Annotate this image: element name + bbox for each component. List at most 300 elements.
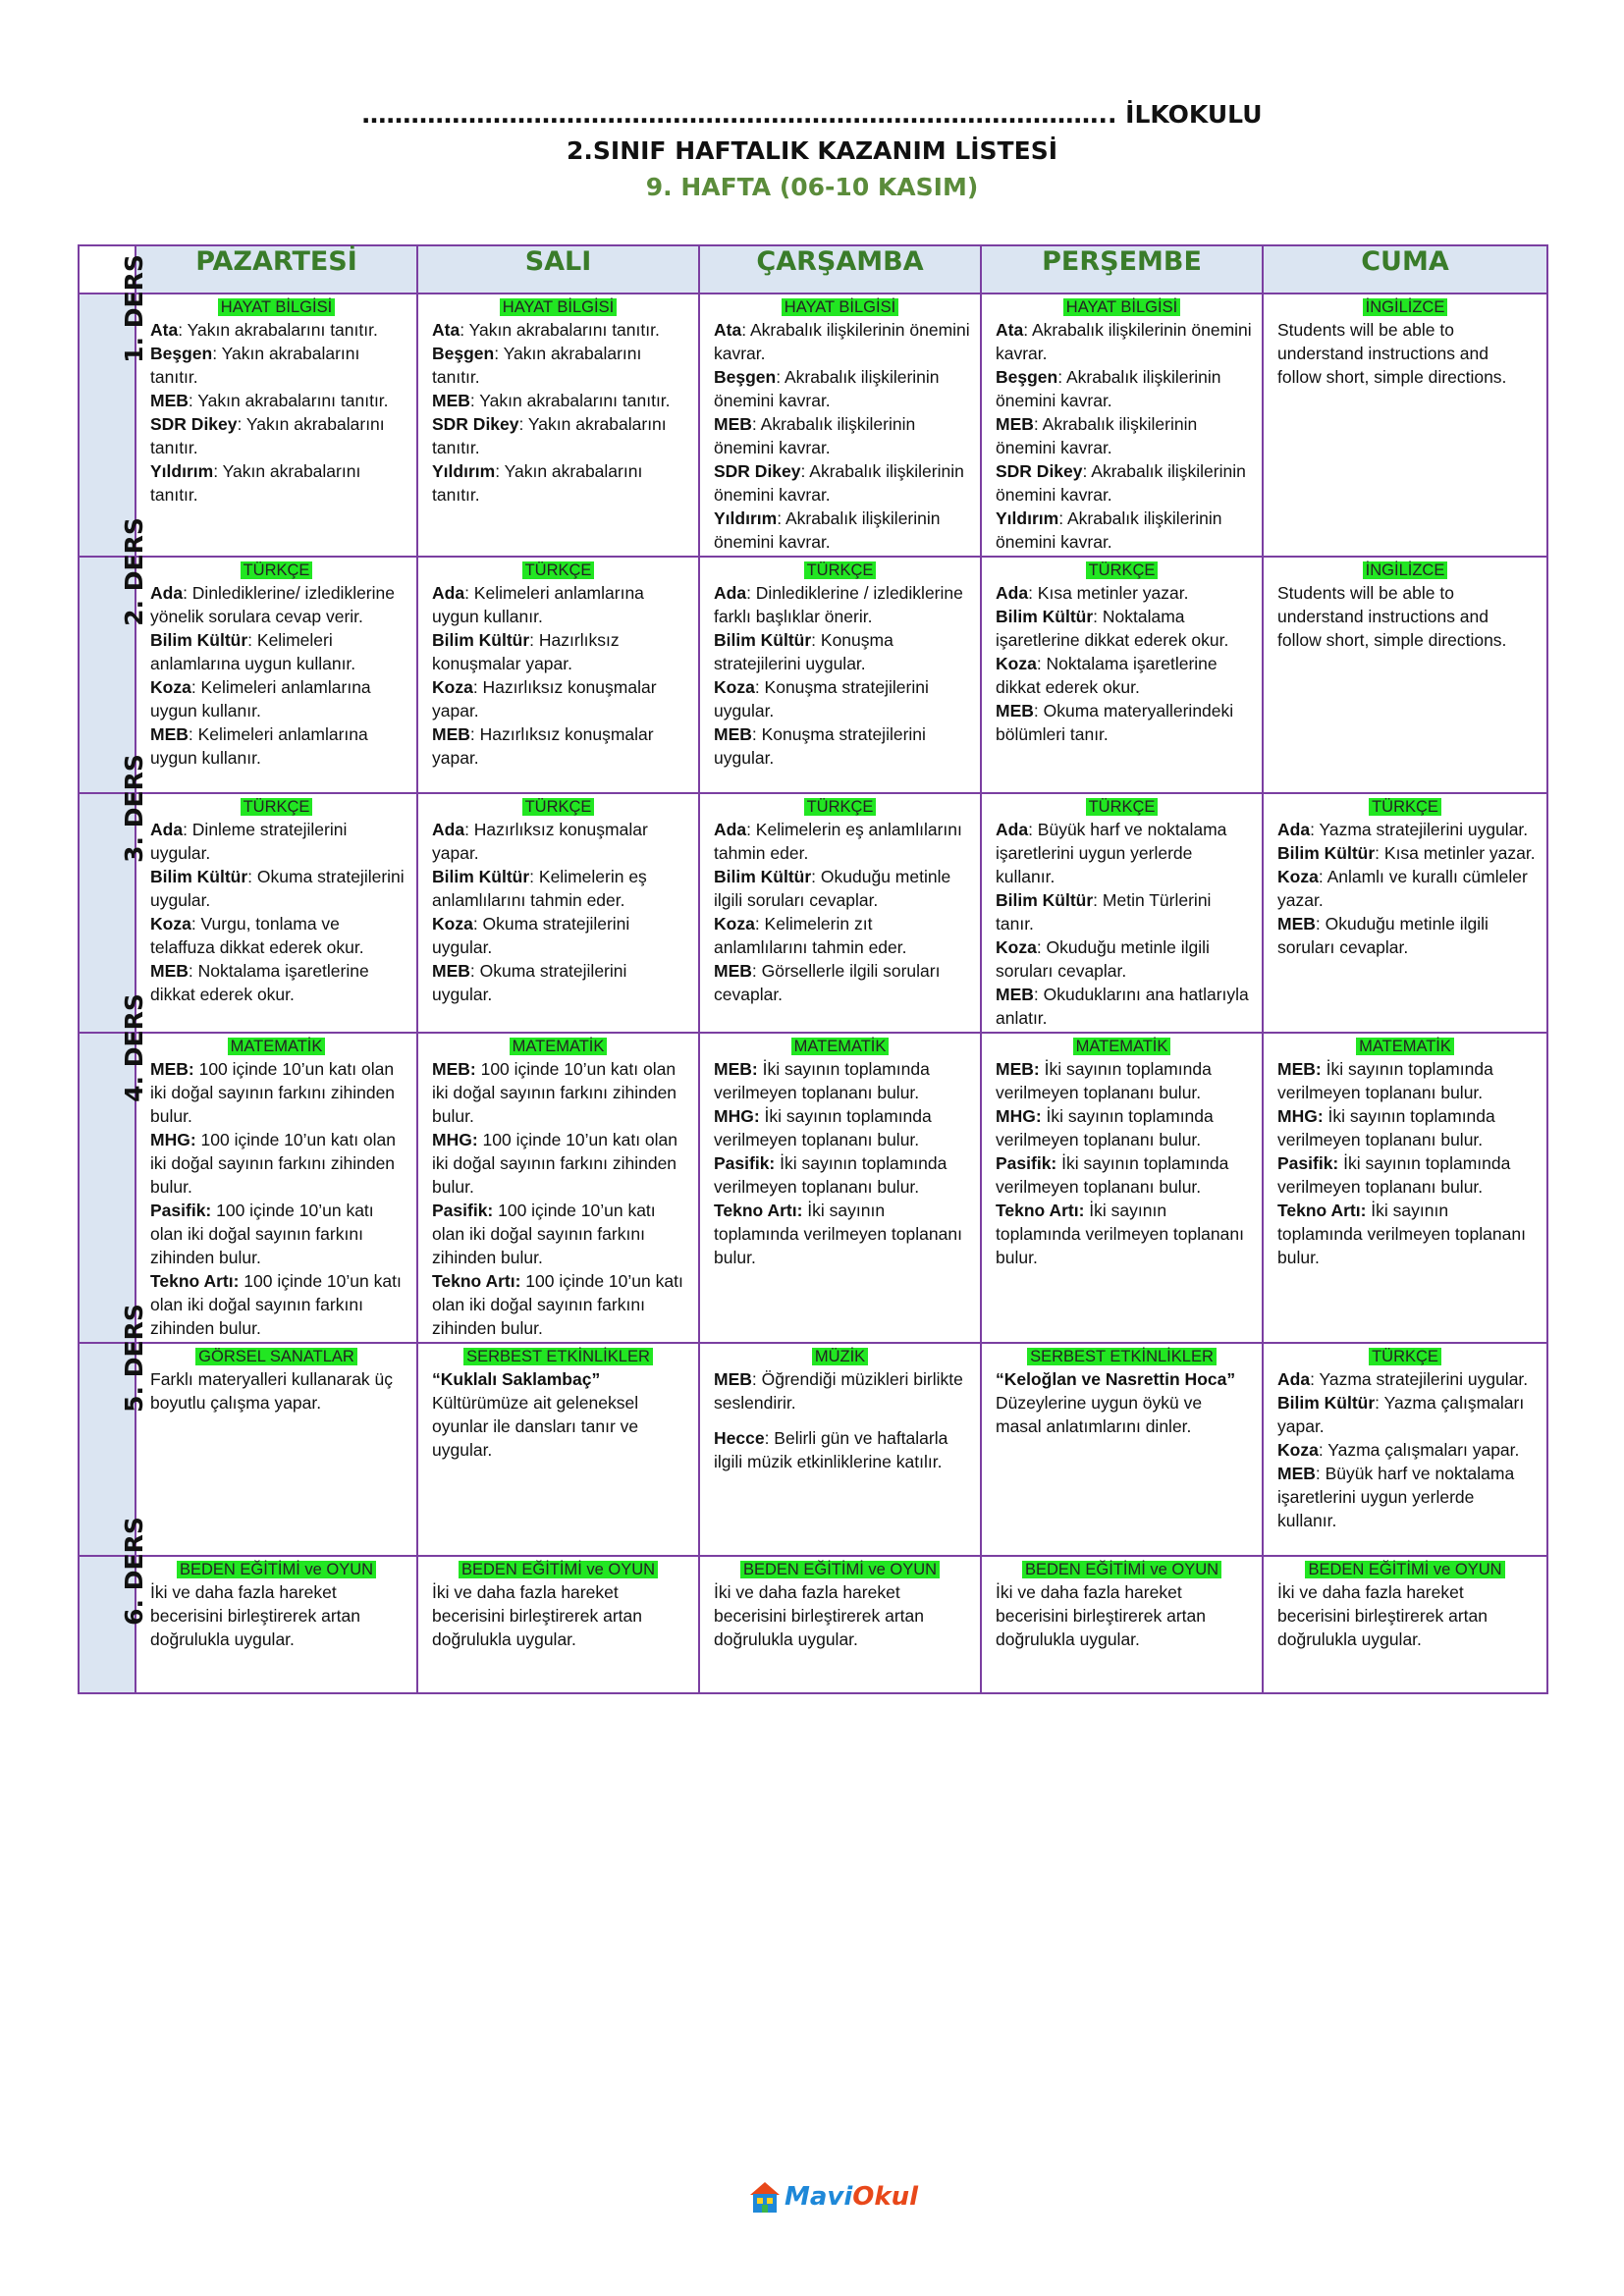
outcome-line xyxy=(714,675,970,722)
publisher-name: Koza xyxy=(150,677,191,697)
outcome-text: : Okuma stratejilerini uygular. xyxy=(432,914,630,957)
outcome-line xyxy=(996,318,1252,365)
outcome-text: : Kelimeleri anlamlarına uygun kullanır. xyxy=(150,677,371,721)
outcome-text: İki ve daha fazla hareket becerisini birleştirerek artan doğrulukla uygular. xyxy=(1277,1582,1488,1649)
outcome-text: : Okuduğu metinle ilgili soruları cevaplar. xyxy=(996,937,1210,981)
subject-wrap xyxy=(982,1034,1262,1057)
outcome-line xyxy=(714,1104,970,1151)
outcome-line xyxy=(714,959,970,1006)
plan-cell xyxy=(981,557,1263,793)
outcome-line xyxy=(150,959,406,1006)
publisher-name: MEB xyxy=(714,1369,752,1389)
publisher-name: MHG: xyxy=(996,1106,1042,1126)
outcome-line xyxy=(996,507,1252,554)
publisher-name: Pasifik: xyxy=(432,1201,494,1220)
plan-cell xyxy=(135,1556,417,1693)
outcome-text: : Akrabalık ilişkilerinin önemini kavrar. xyxy=(714,508,941,552)
outcome-line xyxy=(714,818,970,865)
outcome-line xyxy=(996,983,1252,1030)
outcome-line xyxy=(432,1057,688,1128)
plan-cell xyxy=(981,1556,1263,1693)
outcome-line xyxy=(1277,841,1537,865)
publisher-name: MHG: xyxy=(150,1130,196,1149)
plan-cell xyxy=(1263,1556,1547,1693)
publisher-name: Pasifik: xyxy=(714,1153,776,1173)
publisher-name: Koza xyxy=(714,677,755,697)
publisher-name: Tekno Artı: xyxy=(714,1201,803,1220)
publisher-name: Koza xyxy=(1277,1440,1319,1460)
cell-body xyxy=(136,1367,416,1416)
outcome-line xyxy=(432,1367,688,1391)
outcome-text: : Dinleme stratejilerini uygular. xyxy=(150,820,348,863)
subject-wrap xyxy=(700,1034,980,1057)
outcome-text: : Noktalama işaretlerine dikkat ederek okur. xyxy=(996,607,1229,650)
outcome-line xyxy=(432,342,688,389)
publisher-name: Pasifik: xyxy=(150,1201,212,1220)
outcome-text: : Kelimeleri anlamlarına uygun kullanır. xyxy=(432,583,644,626)
subject-wrap xyxy=(418,1034,698,1057)
outcome-line xyxy=(714,912,970,959)
publisher-name: Tekno Artı: xyxy=(1277,1201,1367,1220)
cell-body xyxy=(418,818,698,1008)
publisher-name: Yıldırım xyxy=(714,508,778,528)
outcome-text: : Kelimelerin eş anlamlılarını tahmin eder. xyxy=(432,867,647,910)
subject-label: BEDEN EĞİTİMİ ve OYUN xyxy=(177,1561,376,1578)
outcome-text: : Büyük harf ve noktalama işaretlerini uygun yerlerde kullanır. xyxy=(996,820,1227,886)
plan-cell xyxy=(981,294,1263,557)
cell-body xyxy=(418,1367,698,1464)
subject-wrap xyxy=(982,1557,1262,1580)
cell-body xyxy=(1264,1367,1546,1534)
subject-wrap xyxy=(1264,1557,1546,1580)
outcome-text: İki sayının toplamında verilmeyen toplananı bulur. xyxy=(1277,1201,1526,1267)
outcome-text: : Yakın akrabalarını tanıtır. xyxy=(460,320,660,340)
outcome-line xyxy=(996,935,1252,983)
subject-label: TÜRKÇE xyxy=(241,798,313,816)
publisher-name: Ata xyxy=(996,320,1024,340)
publisher-name: SDR Dikey xyxy=(432,414,519,434)
cell-body xyxy=(136,1057,416,1342)
outcome-line xyxy=(1277,318,1537,389)
subject-wrap xyxy=(982,794,1262,818)
outcome-text: : Yazma stratejilerini uygular. xyxy=(1310,1369,1529,1389)
lesson-label: 3. DERS xyxy=(119,754,148,863)
subject-label: SERBEST ETKİNLİKLER xyxy=(463,1348,653,1365)
outcome-line xyxy=(996,1367,1252,1391)
cell-body xyxy=(700,1367,980,1475)
outcome-line xyxy=(150,912,406,959)
week-title: 9. HAFTA (06-10 KASIM) xyxy=(645,173,979,201)
mavi-okul-logo xyxy=(748,2175,918,2218)
plan-cell xyxy=(135,294,417,557)
publisher-name: Ada xyxy=(150,820,184,839)
publisher-name: MEB xyxy=(996,985,1034,1004)
lesson-row xyxy=(79,793,1547,1033)
publisher-name: SDR Dikey xyxy=(714,461,801,481)
outcome-line xyxy=(996,1580,1252,1651)
outcome-line xyxy=(432,1580,688,1651)
publisher-name: MEB xyxy=(150,724,189,744)
outcome-line xyxy=(996,459,1252,507)
subject-wrap xyxy=(136,558,416,581)
subject-wrap xyxy=(1264,794,1546,818)
publisher-name: Tekno Artı: xyxy=(432,1271,521,1291)
outcome-text: Students will be able to understand instructions and follow short, simple directions. xyxy=(1277,320,1507,387)
subject-wrap xyxy=(136,294,416,318)
outcome-text: : Kelimeleri anlamlarına uygun kullanır. xyxy=(150,630,356,673)
outcome-line xyxy=(714,318,970,365)
outcome-line xyxy=(150,865,406,912)
outcome-line xyxy=(432,818,688,865)
outcome-line xyxy=(714,628,970,675)
outcome-text: 100 içinde 10’un katı olan iki doğal sayının farkını zihinden bulur. xyxy=(432,1271,683,1338)
outcome-text: İki sayının toplamında verilmeyen toplananı bulur. xyxy=(1277,1106,1495,1149)
outcome-text: : Okuma materyallerindeki bölümleri tanır. xyxy=(996,701,1234,744)
outcome-line xyxy=(1277,865,1537,912)
outcome-line xyxy=(150,459,406,507)
school-house-icon xyxy=(748,2179,782,2215)
logo-text xyxy=(785,2182,918,2212)
outcome-text: İki ve daha fazla hareket becerisini birleştirerek artan doğrulukla uygular. xyxy=(996,1582,1206,1649)
cell-body xyxy=(982,1367,1262,1440)
outcome-line xyxy=(996,699,1252,746)
subject-label: TÜRKÇE xyxy=(804,561,877,579)
outcome-line xyxy=(1277,1199,1537,1269)
outcome-text: : Akrabalık ilişkilerinin önemini kavrar. xyxy=(996,367,1221,410)
cell-body xyxy=(136,318,416,508)
day-header: PERŞEMBE xyxy=(981,245,1263,294)
subject-label: HAYAT BİLGİSİ xyxy=(218,298,335,316)
subject-label: BEDEN EĞİTİMİ ve OYUN xyxy=(1022,1561,1221,1578)
subject-label: TÜRKÇE xyxy=(1369,1348,1441,1365)
outcome-line xyxy=(432,722,688,770)
outcome-text: İki sayının toplamında verilmeyen toplananı bulur. xyxy=(1277,1153,1511,1197)
outcome-line xyxy=(150,581,406,628)
plan-cell xyxy=(135,1033,417,1343)
outcome-line xyxy=(1277,1104,1537,1151)
subject-wrap xyxy=(418,294,698,318)
subject-wrap xyxy=(700,1344,980,1367)
outcome-text: : Görsellerle ilgili soruları cevaplar. xyxy=(714,961,941,1004)
publisher-name: MEB: xyxy=(150,1059,194,1079)
outcome-text: : Okuduğu metinle ilgili soruları cevaplar. xyxy=(714,867,951,910)
subject-label: MATEMATİK xyxy=(228,1038,326,1055)
publisher-name: Bilim Kültür xyxy=(1277,843,1376,863)
plan-cell xyxy=(135,557,417,793)
plan-cell xyxy=(981,1033,1263,1343)
outcome-line xyxy=(150,818,406,865)
subject-label: TÜRKÇE xyxy=(1086,561,1159,579)
publisher-name: Yıldırım xyxy=(432,461,496,481)
plan-cell xyxy=(699,1033,981,1343)
outcome-text: 100 içinde 10’un katı olan iki doğal sayının farkını zihinden bulur. xyxy=(432,1201,656,1267)
outcome-text: 100 içinde 10’un katı olan iki doğal sayının farkını zihinden bulur. xyxy=(432,1059,677,1126)
outcome-line xyxy=(432,459,688,507)
spacer xyxy=(714,1415,970,1426)
cell-body xyxy=(418,581,698,772)
publisher-name: Ada xyxy=(996,583,1029,603)
page-title: 2.SINIF HAFTALIK KAZANIM LİSTESİ xyxy=(567,136,1057,165)
outcome-text: : Okuduğu metinle ilgili soruları cevaplar. xyxy=(1277,914,1489,957)
outcome-text: : Akrabalık ilişkilerinin önemini kavrar. xyxy=(996,320,1252,363)
publisher-name: MEB xyxy=(996,701,1034,721)
lesson-row xyxy=(79,1343,1547,1556)
publisher-name: Ada xyxy=(150,583,184,603)
cell-body xyxy=(700,1057,980,1271)
outcome-line xyxy=(996,1391,1252,1438)
subject-label: TÜRKÇE xyxy=(1086,798,1159,816)
day-header: CUMA xyxy=(1263,245,1547,294)
subject-label: MATEMATİK xyxy=(1073,1038,1171,1055)
publisher-name: Koza xyxy=(996,654,1037,673)
outcome-text: : Kelimelerin zıt anlamlılarını tahmin eder. xyxy=(714,914,907,957)
outcome-text: 100 içinde 10’un katı olan iki doğal sayının farkını zihinden bulur. xyxy=(150,1271,402,1338)
subject-label: TÜRKÇE xyxy=(1369,798,1441,816)
outcome-text: İki sayının toplamında verilmeyen toplananı bulur. xyxy=(1277,1059,1493,1102)
outcome-line xyxy=(432,865,688,912)
outcome-line xyxy=(996,412,1252,459)
outcome-line xyxy=(432,1128,688,1199)
outcome-line xyxy=(1277,1057,1537,1104)
outcome-line xyxy=(1277,912,1537,959)
publisher-name: MEB xyxy=(150,391,189,410)
cell-body xyxy=(1264,318,1546,391)
subject-wrap xyxy=(1264,294,1546,318)
outcome-line xyxy=(714,1426,970,1473)
outcome-text: : Okuma stratejilerini uygular. xyxy=(432,961,627,1004)
outcome-line xyxy=(150,342,406,389)
outcome-line xyxy=(1277,1391,1537,1438)
outcome-text: : Akrabalık ilişkilerinin önemini kavrar. xyxy=(996,461,1246,505)
outcome-line xyxy=(714,507,970,554)
outcome-text: : Yakın akrabalarını tanıtır. xyxy=(150,344,360,387)
cell-body xyxy=(1264,818,1546,961)
outcome-text: İki sayının toplamında verilmeyen toplananı bulur. xyxy=(996,1106,1214,1149)
publisher-name: MHG: xyxy=(1277,1106,1324,1126)
publisher-name: Koza xyxy=(1277,867,1319,886)
publisher-name: Bilim Kültür xyxy=(150,630,248,650)
publisher-name: Koza xyxy=(996,937,1037,957)
lesson-label-cell xyxy=(79,993,148,1343)
plan-cell xyxy=(699,557,981,793)
cell-body xyxy=(700,818,980,1008)
publisher-name: Ada xyxy=(996,820,1029,839)
plan-cell xyxy=(1263,793,1547,1033)
cell-body xyxy=(982,581,1262,748)
outcome-text: : Konuşma stratejilerini uygular. xyxy=(714,677,929,721)
outcome-line xyxy=(150,412,406,459)
publisher-name: Ada xyxy=(714,583,747,603)
publisher-name: Beşgen xyxy=(150,344,213,363)
page-header xyxy=(0,96,1624,205)
outcome-text: : Hazırlıksız konuşmalar yapar. xyxy=(432,677,657,721)
outcome-line xyxy=(996,1151,1252,1199)
outcome-text: : Yakın akrabalarını tanıtır. xyxy=(178,320,378,340)
subject-label: MATEMATİK xyxy=(510,1038,608,1055)
publisher-name: MEB xyxy=(432,391,470,410)
publisher-name: Ada xyxy=(1277,1369,1311,1389)
plan-cell xyxy=(417,557,699,793)
plan-cell xyxy=(417,1033,699,1343)
plan-cell xyxy=(417,294,699,557)
outcome-line xyxy=(150,389,406,412)
outcome-text: İki sayının toplamında verilmeyen toplananı bulur. xyxy=(996,1153,1229,1197)
outcome-line xyxy=(996,1057,1252,1104)
subject-label: İNGİLİZCE xyxy=(1363,298,1448,316)
outcome-text: : Yakın akrabalarını tanıtır. xyxy=(432,414,667,457)
publisher-name: Ada xyxy=(714,820,747,839)
subject-wrap xyxy=(136,794,416,818)
plan-cell xyxy=(699,294,981,557)
outcome-line xyxy=(432,675,688,722)
publisher-name: MEB xyxy=(996,414,1034,434)
outcome-line xyxy=(714,459,970,507)
subject-wrap xyxy=(1264,1034,1546,1057)
cell-body xyxy=(700,581,980,772)
outcome-text: : Konuşma stratejilerini uygular. xyxy=(714,724,926,768)
publisher-name: Koza xyxy=(432,914,473,934)
outcome-line xyxy=(996,1199,1252,1269)
publisher-name: MEB xyxy=(150,961,189,981)
days-header-row xyxy=(79,245,1547,294)
cell-body xyxy=(982,318,1262,556)
outcome-line xyxy=(714,865,970,912)
publisher-name: Beşgen xyxy=(714,367,777,387)
weekly-plan-table xyxy=(78,244,1548,1694)
publisher-name: MEB xyxy=(432,961,470,981)
outcome-line xyxy=(714,1151,970,1199)
publisher-name: Hecce xyxy=(714,1428,765,1448)
publisher-name: Bilim Kültür xyxy=(996,607,1094,626)
day-header: PAZARTESİ xyxy=(135,245,417,294)
outcome-text: : Kısa metinler yazar. xyxy=(1028,583,1189,603)
outcome-line xyxy=(1277,1462,1537,1532)
outcome-text: : Kelimeleri anlamlarına uygun kullanır. xyxy=(150,724,368,768)
subject-wrap xyxy=(136,1344,416,1367)
lesson-label: 6. DERS xyxy=(119,1517,148,1626)
publisher-name: MEB xyxy=(1277,914,1316,934)
outcome-text: : Akrabalık ilişkilerinin önemini kavrar. xyxy=(714,320,970,363)
outcome-text: : Okuduklarını ana hatlarıyla anlatır. xyxy=(996,985,1249,1028)
cell-body xyxy=(700,318,980,556)
publisher-name: Koza xyxy=(432,677,473,697)
outcome-line xyxy=(1277,581,1537,652)
outcome-text: : Konuşma stratejilerini uygular. xyxy=(714,630,893,673)
plan-cell xyxy=(1263,294,1547,557)
outcome-text: : Yazma çalışmaları yapar. xyxy=(1318,1440,1520,1460)
outcome-line xyxy=(150,1367,406,1415)
outcome-line xyxy=(714,412,970,459)
outcome-text: İki sayının toplamında verilmeyen toplananı bulur. xyxy=(996,1201,1244,1267)
plan-cell xyxy=(1263,1343,1547,1556)
outcome-line xyxy=(714,1199,970,1269)
publisher-name: MEB: xyxy=(1277,1059,1322,1079)
outcome-line xyxy=(432,1199,688,1269)
plan-cell xyxy=(135,793,417,1033)
cell-body xyxy=(136,818,416,1008)
publisher-name: MHG: xyxy=(714,1106,760,1126)
day-header: ÇARŞAMBA xyxy=(699,245,981,294)
outcome-text: : Öğrendiği müzikleri birlikte seslendirir. xyxy=(714,1369,963,1413)
outcome-text: : Noktalama işaretlerine dikkat ederek okur. xyxy=(996,654,1218,697)
publisher-name: Ata xyxy=(432,320,460,340)
publisher-name: MEB xyxy=(432,724,470,744)
lesson-label: 1. DERS xyxy=(119,254,148,363)
publisher-name: Pasifik: xyxy=(1277,1153,1339,1173)
publisher-name: MEB xyxy=(714,724,752,744)
plan-cell xyxy=(981,1343,1263,1556)
outcome-text: : Kelimelerin eş anlamlılarını tahmin eder. xyxy=(714,820,962,863)
outcome-text: İki ve daha fazla hareket becerisini birleştirerek artan doğrulukla uygular. xyxy=(150,1582,360,1649)
outcome-line xyxy=(150,1199,406,1269)
publisher-name: Bilim Kültür xyxy=(1277,1393,1376,1413)
outcome-line xyxy=(714,1367,970,1415)
outcome-line xyxy=(996,1104,1252,1151)
outcome-line xyxy=(714,1057,970,1104)
publisher-name: Koza xyxy=(714,914,755,934)
outcome-line xyxy=(432,412,688,459)
plan-cell xyxy=(699,793,981,1033)
outcome-text: : Dinlediklerine / izlediklerine farklı başlıklar önerir. xyxy=(714,583,963,626)
subject-label: HAYAT BİLGİSİ xyxy=(1063,298,1180,316)
publisher-name: Yıldırım xyxy=(150,461,214,481)
subject-label: BEDEN EĞİTİMİ ve OYUN xyxy=(1305,1561,1504,1578)
plan-cell xyxy=(417,1343,699,1556)
plan-cell xyxy=(699,1343,981,1556)
outcome-line xyxy=(996,605,1252,652)
outcome-text: : Yakın akrabalarını tanıtır. xyxy=(150,461,361,505)
cell-body xyxy=(982,1057,1262,1271)
logo-mavi: Mavi xyxy=(785,2182,853,2212)
publisher-name: “Keloğlan ve Nasrettin Hoca” xyxy=(996,1369,1236,1389)
subject-wrap xyxy=(700,794,980,818)
outcome-text: 100 içinde 10’un katı olan iki doğal sayının farkını zihinden bulur. xyxy=(150,1130,396,1197)
subject-label: HAYAT BİLGİSİ xyxy=(782,298,898,316)
publisher-name: Ata xyxy=(714,320,742,340)
lesson-label-cell xyxy=(79,1517,148,1693)
publisher-name: Bilim Kültür xyxy=(432,867,530,886)
lesson-row xyxy=(79,294,1547,557)
day-header: SALI xyxy=(417,245,699,294)
subject-label: MATEMATİK xyxy=(1356,1038,1454,1055)
cell-body xyxy=(418,1580,698,1653)
subject-wrap xyxy=(1264,558,1546,581)
outcome-line xyxy=(1277,1580,1537,1651)
subject-label: MATEMATİK xyxy=(791,1038,890,1055)
subject-label: BEDEN EĞİTİMİ ve OYUN xyxy=(740,1561,940,1578)
outcome-text: : Okuma stratejilerini uygular. xyxy=(150,867,405,910)
outcome-line xyxy=(996,818,1252,888)
subject-label: MÜZİK xyxy=(812,1348,868,1365)
cell-body xyxy=(418,318,698,508)
outcome-text: Students will be able to understand instructions and follow short, simple directions. xyxy=(1277,583,1507,650)
outcome-text: : Akrabalık ilişkilerinin önemini kavrar. xyxy=(714,367,940,410)
outcome-text: 100 içinde 10’un katı olan iki doğal sayının farkını zihinden bulur. xyxy=(432,1130,677,1197)
outcome-line xyxy=(432,581,688,628)
outcome-text: : Büyük harf ve noktalama işaretlerini uygun yerlerde kullanır. xyxy=(1277,1464,1515,1530)
plan-cell xyxy=(699,1556,981,1693)
outcome-line xyxy=(714,722,970,770)
lesson-label: 4. DERS xyxy=(119,993,148,1102)
outcome-line xyxy=(996,652,1252,699)
outcome-text: Kültürümüze ait geleneksel oyunlar ile dansları tanır ve uygular. xyxy=(432,1393,639,1460)
publisher-name: Bilim Kültür xyxy=(714,630,812,650)
outcome-text: İki sayının toplamında verilmeyen toplananı bulur. xyxy=(714,1059,930,1102)
outcome-text: 100 içinde 10’un katı olan iki doğal sayının farkını zihinden bulur. xyxy=(150,1059,396,1126)
cell-body xyxy=(136,1580,416,1653)
publisher-name: Pasifik: xyxy=(996,1153,1057,1173)
outcome-text: : Metin Türlerini tanır. xyxy=(996,890,1212,934)
